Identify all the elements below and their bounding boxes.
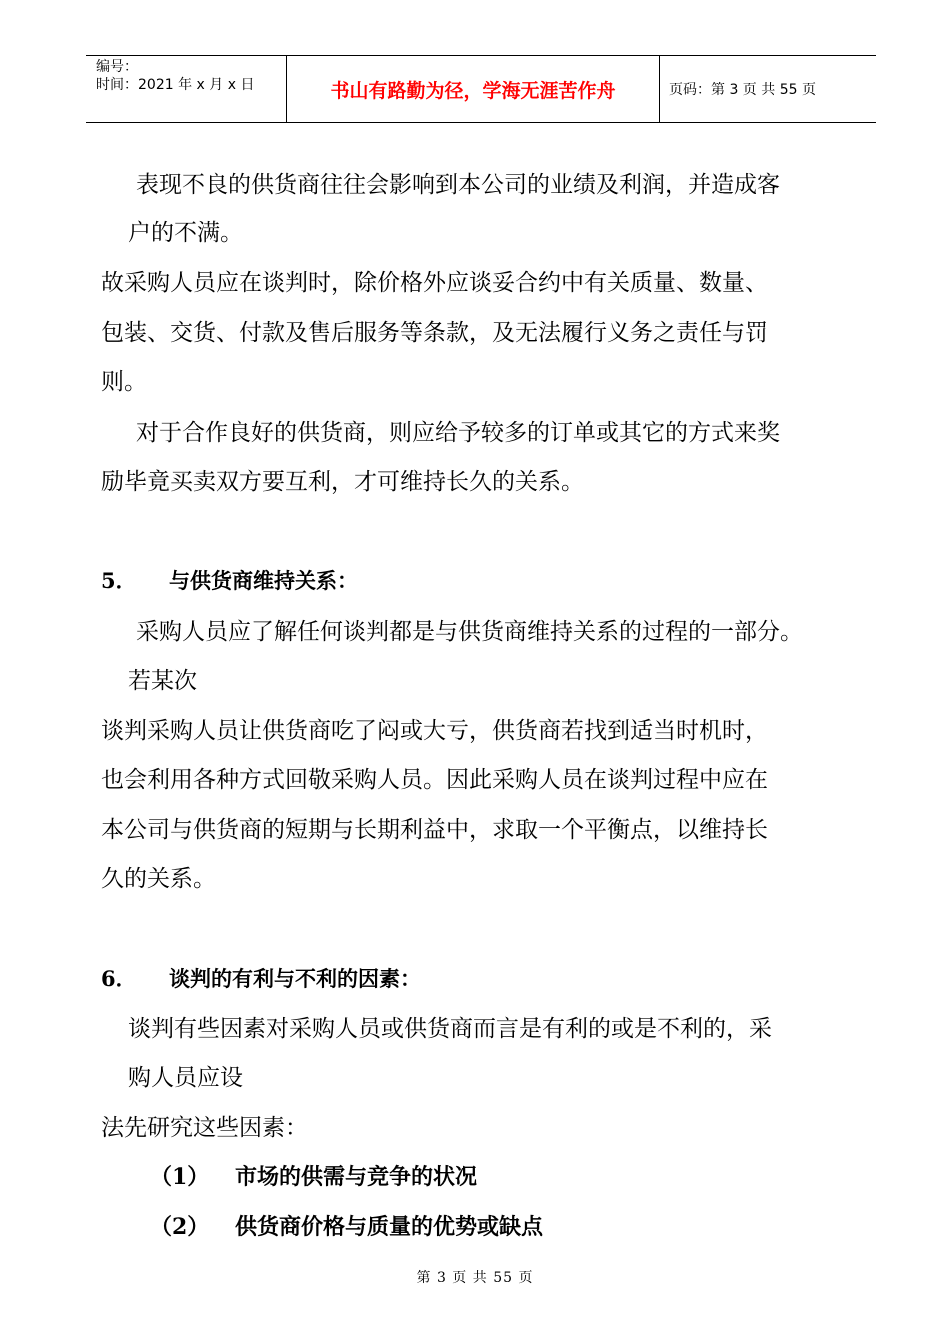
section-number: 6． — [101, 966, 137, 991]
list-item-number: （1） — [150, 1164, 210, 1190]
section-title: 谈判的有利与不利的因素： — [169, 966, 421, 991]
paragraph-line: 谈判有些因素对采购人员或供货商而言是有利的或是不利的，采 — [128, 1016, 772, 1042]
header-number-label: 编号： — [96, 59, 138, 75]
header-meta — [86, 56, 287, 122]
section-title: 与供货商维持关系： — [169, 568, 358, 593]
list-item — [150, 1162, 650, 1192]
paragraph-line: 久的关系。 — [101, 866, 216, 892]
header-time-label: 时间：2021 年 x 月 x 日 — [96, 77, 255, 93]
section-heading-6 — [101, 964, 551, 994]
header-page-info: 页码：第 3 页 共 55 页 — [669, 82, 816, 98]
paragraph-line: 购人员应设 — [128, 1065, 243, 1091]
section-number: 5． — [101, 568, 137, 593]
paragraph-line: 故采购人员应在谈判时，除价格外应谈妥合约中有关质量、数量、 — [101, 270, 768, 296]
paragraph-line: 励毕竟买卖双方要互利，才可维持长久的关系。 — [101, 469, 584, 495]
section-heading-5 — [101, 566, 501, 596]
page-header — [86, 55, 876, 123]
paragraph-line: 则。 — [101, 369, 147, 395]
list-item-text: 市场的供需与竞争的状况 — [235, 1164, 478, 1190]
paragraph-line: 户的不满。 — [128, 220, 243, 246]
paragraph-line: 包装、交货、付款及售后服务等条款，及无法履行义务之责任与罚 — [101, 320, 768, 346]
header-motto: 书山有路勤为径，学海无涯苦作舟 — [287, 56, 660, 122]
paragraph-line: 表现不良的供货商往往会影响到本公司的业绩及利润，并造成客 — [136, 172, 780, 198]
paragraph-line: 对于合作良好的供货商，则应给予较多的订单或其它的方式来奖 — [136, 420, 780, 446]
paragraph-line: 也会利用各种方式回敬采购人员。因此采购人员在谈判过程中应在 — [101, 767, 768, 793]
paragraph-line: 谈判采购人员让供货商吃了闷或大亏，供货商若找到适当时机时， — [101, 718, 768, 744]
list-item-number: （2） — [150, 1214, 210, 1240]
list-item-text: 供货商价格与质量的优势或缺点 — [235, 1214, 544, 1240]
paragraph-line: 本公司与供货商的短期与长期利益中，求取一个平衡点，以维持长 — [101, 817, 768, 843]
paragraph-line: 若某次 — [128, 668, 197, 694]
paragraph-line: 法先研究这些因素： — [101, 1115, 308, 1141]
paragraph-line: 采购人员应了解任何谈判都是与供货商维持关系的过程的一部分。 — [136, 619, 803, 645]
list-item — [150, 1212, 650, 1242]
page-footer: 第 3 页 共 55 页 — [416, 1270, 534, 1286]
